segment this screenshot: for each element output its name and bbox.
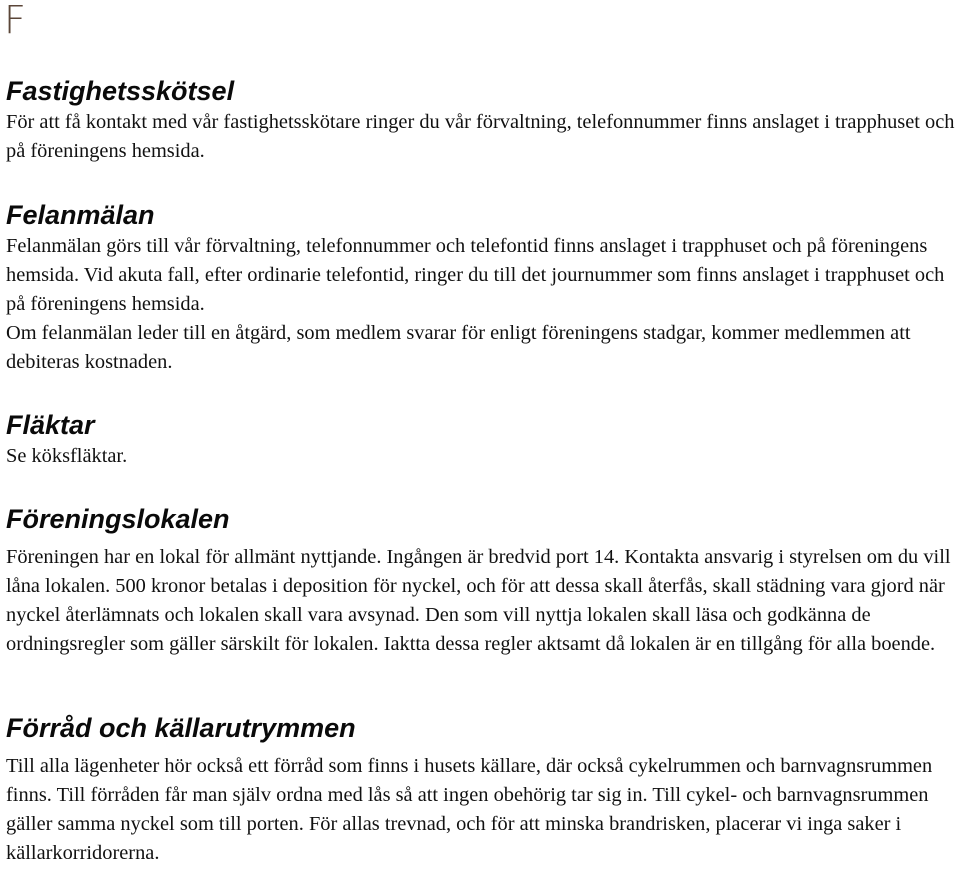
section-paragraph: För att få kontakt med vår fastighetsskötare ringer du vår förvaltning, telefonnummer finns anslaget i trapphuset och på föreningens hemsida. xyxy=(6,111,955,162)
section-paragraph: Om felanmälan leder till en åtgärd, som medlem svarar för enligt föreningens stadgar, kommer medlemmen att debiteras kostnaden. xyxy=(6,322,911,373)
section-paragraph: Till alla lägenheter hör också ett förråd som finns i husets källare, där också cykelrummen och barnvagnsrummen finns. Till förråden får man själv ordna med lås så att ingen obehörig tar sig in. Till cykel- och barnvagnsrummen gäller samma nyckel som till porten. För allas trevnad, och för att minska brandrisken, placerar vi inga saker i källarkorridorerna. xyxy=(6,755,933,864)
section-fastighetsskotsel xyxy=(6,74,956,166)
section-forrad xyxy=(6,711,956,868)
section-paragraph: Föreningen har en lokal för allmänt nyttjande. Ingången är bredvid port 14. Kontakta ansvarig i styrelsen om du vill låna lokalen. 500 kronor betalas i deposition för nyckel, och för att dessa skall återfås, skall städning vara gjord när nyckel återlämnats och lokalen skall vara avsynad. Den som vill nyttja lokalen skall läsa och godkänna de ordningsregler som gäller särskilt för lokalen. Iaktta dessa regler aktsamt då lokalen är en tillgång för alla boende. xyxy=(6,546,951,655)
section-felanmalan xyxy=(6,198,956,377)
section-heading: Föreningslokalen xyxy=(6,504,230,534)
index-letter: F xyxy=(4,0,26,42)
section-paragraph: Felanmälan görs till vår förvaltning, telefonnummer och telefontid finns anslaget i trapphuset och på föreningens hemsida. Vid akuta fall, efter ordinarie telefontid, ringer du till det journummer som finns anslaget i trapphuset och på föreningens hemsida. xyxy=(6,235,945,315)
section-heading: Felanmälan xyxy=(6,200,155,230)
section-heading: Fastighetsskötsel xyxy=(6,76,235,106)
section-heading: Fläktar xyxy=(6,410,95,440)
section-flaktar xyxy=(6,408,956,471)
section-foreningslokalen xyxy=(6,502,956,659)
section-heading: Förråd och källarutrymmen xyxy=(6,713,356,743)
section-paragraph: Se köksfläktar. xyxy=(6,445,128,467)
